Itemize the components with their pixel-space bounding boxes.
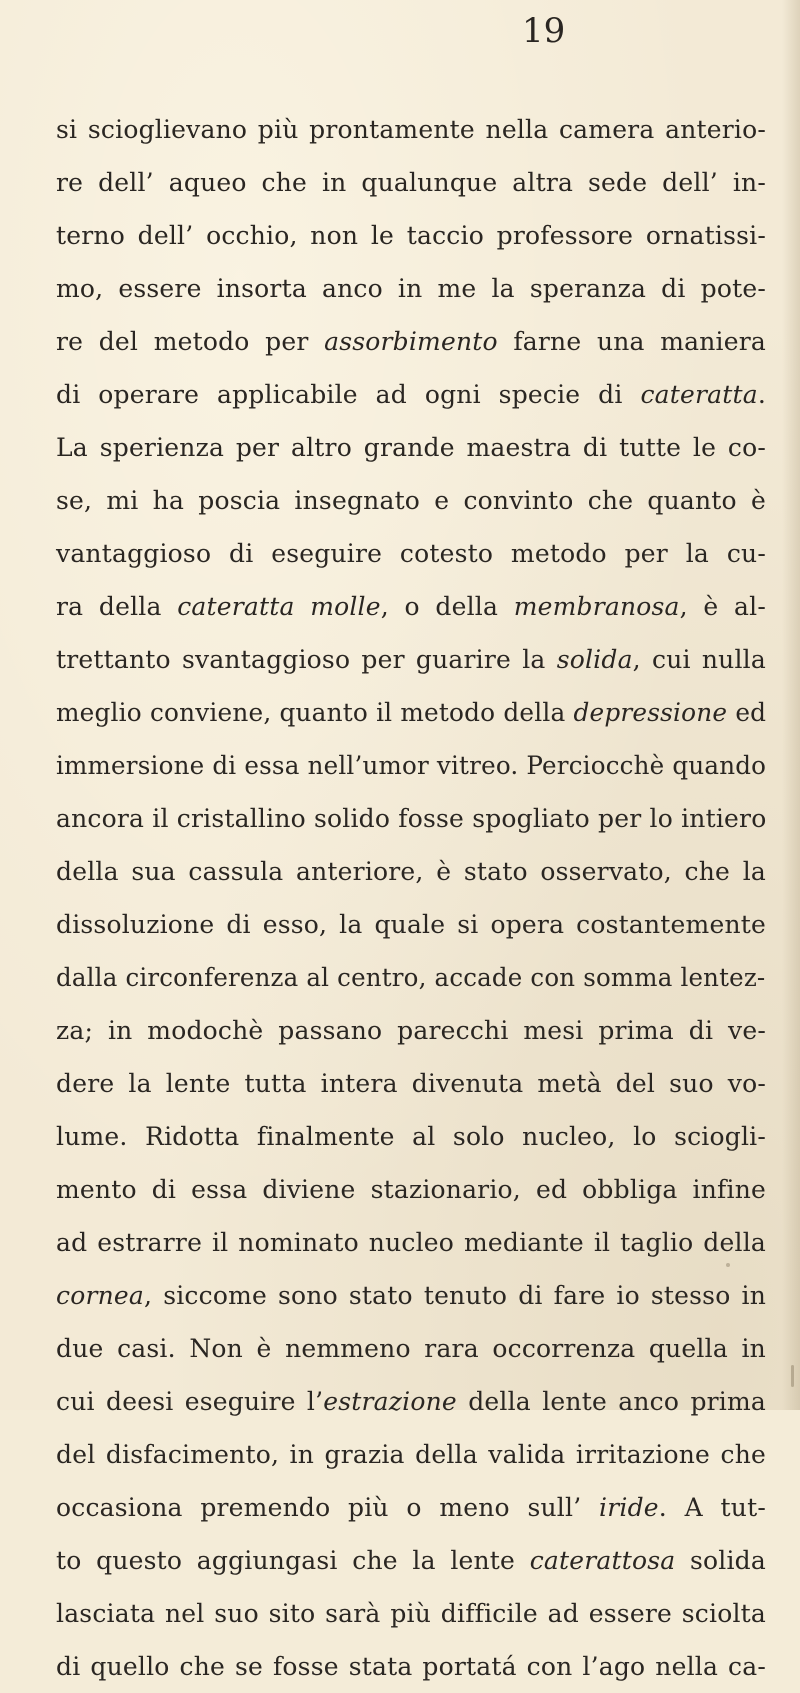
text-run: La sperienza per altro grande maestra di tutte le co- <box>56 433 766 462</box>
italic-term: caterattosa <box>529 1546 676 1575</box>
text-line <box>56 580 766 633</box>
text-line <box>56 1640 766 1693</box>
italic-term: iride <box>599 1493 659 1522</box>
text-run: mento di essa diviene stazionario, ed obbliga infine <box>56 1175 766 1204</box>
text-run: di operare applicabile ad ogni specie di <box>56 380 641 409</box>
text-line <box>56 1110 766 1163</box>
text-run: terno dell’ occhio, non le taccio professore ornatissi- <box>56 221 766 250</box>
text-line <box>56 1057 766 1110</box>
text-run: vantaggioso di eseguire cotesto metodo per la cu- <box>56 539 766 568</box>
text-line <box>56 209 766 262</box>
text-line <box>56 633 766 686</box>
text-run: si sciogli​evano più prontamente nella camera anterio- <box>56 115 766 144</box>
text-line <box>56 262 766 315</box>
text-run: ancora il cristallino solido fosse spogliato per lo intiero <box>56 804 767 833</box>
text-run: farne una maniera <box>497 327 766 356</box>
text-line <box>56 421 766 474</box>
text-run: occasiona premendo più o meno sull’ <box>56 1493 600 1522</box>
italic-term: estrazione <box>323 1387 457 1416</box>
text-run: . A tut- <box>658 1493 766 1522</box>
text-line <box>56 1428 766 1481</box>
text-line <box>56 1587 766 1640</box>
text-line <box>56 1534 766 1587</box>
text-line <box>56 368 766 421</box>
text-line <box>56 1322 766 1375</box>
text-line <box>56 739 767 792</box>
text-run: della sua cassula anteriore, è stato osservato, che la <box>56 857 766 886</box>
paper-speck <box>791 1365 794 1387</box>
text-run: se, mi ha poscia insegnato e convinto che quanto è <box>56 486 766 515</box>
text-run: ra della <box>56 592 178 621</box>
text-line <box>56 1004 766 1057</box>
text-line <box>56 1163 766 1216</box>
text-run: immersione di essa nell’umor vitreo. Perciocchè quando <box>56 751 767 780</box>
text-run: lume. Ridotta finalmente al solo nucleo, lo sciogli- <box>56 1122 766 1151</box>
italic-term: cateratta <box>640 380 758 409</box>
italic-term: cateratta molle <box>177 592 381 621</box>
text-line <box>56 686 767 739</box>
paper-speck <box>726 1263 730 1267</box>
text-run: re dell’ aqueo che in qualunque altra sede dell’ in- <box>56 168 766 197</box>
italic-term: solida <box>556 645 633 674</box>
text-line <box>56 1375 766 1428</box>
text-run: , cui nulla <box>632 645 766 674</box>
text-line <box>56 1481 766 1534</box>
text-line <box>56 1269 766 1322</box>
text-line <box>56 474 766 527</box>
text-run: cui deesi eseguire l’ <box>56 1387 324 1416</box>
text-run: trettanto svantaggioso per guarire la <box>56 645 557 674</box>
text-run: dalla circonferenza al centro, accade con somma lentez- <box>56 963 766 992</box>
text-line <box>56 845 766 898</box>
text-line <box>56 792 766 845</box>
text-line <box>56 1216 766 1269</box>
text-run: ad estrarre il nominato nucleo mediante il taglio della <box>56 1228 766 1257</box>
text-run: to questo aggiungasi che la lente <box>56 1546 530 1575</box>
text-line <box>56 315 766 368</box>
text-run: mo, essere insorta anco in me la speranza di pote- <box>56 274 766 303</box>
text-run: , è al- <box>679 592 766 621</box>
text-run: dissoluzione di esso, la quale si opera costantemente <box>56 910 766 939</box>
text-run: , o della <box>380 592 514 621</box>
text-run: di quello che se fosse stata portatá con l’ago nella ca- <box>56 1652 766 1681</box>
text-run: ed <box>727 698 767 727</box>
text-line <box>56 156 766 209</box>
italic-term: cornea <box>56 1281 145 1310</box>
text-line <box>56 103 766 156</box>
text-run: due casi. Non è nemmeno rara occorrenza quella in <box>56 1334 766 1363</box>
text-run: za; in modochè passano parecchi mesi prima di ve- <box>56 1016 766 1045</box>
text-line <box>56 527 766 580</box>
text-run: del disfacimento, in grazia della valida irritazione che <box>56 1440 766 1469</box>
page-number: 19 <box>522 11 566 51</box>
text-run: lasciata nel suo sito sarà più difficile ad essere sciolta <box>56 1599 766 1628</box>
italic-term: membranosa <box>513 592 680 621</box>
text-run: solida <box>675 1546 766 1575</box>
text-run: meglio conviene, quanto il metodo della <box>56 698 574 727</box>
italic-term: depressione <box>573 698 728 727</box>
text-run: dere la lente tutta intera divenuta metà del suo vo- <box>56 1069 766 1098</box>
text-run: . <box>757 380 766 409</box>
text-run: re del metodo per <box>56 327 325 356</box>
text-run: della lente anco prima <box>456 1387 767 1416</box>
italic-term: assorbimento <box>324 327 498 356</box>
text-line <box>56 951 766 1004</box>
page-edge-shadow <box>782 0 800 1410</box>
text-line <box>56 898 766 951</box>
text-run: , siccome sono stato tenuto di fare io stesso in <box>144 1281 766 1310</box>
body-text <box>56 103 766 1693</box>
